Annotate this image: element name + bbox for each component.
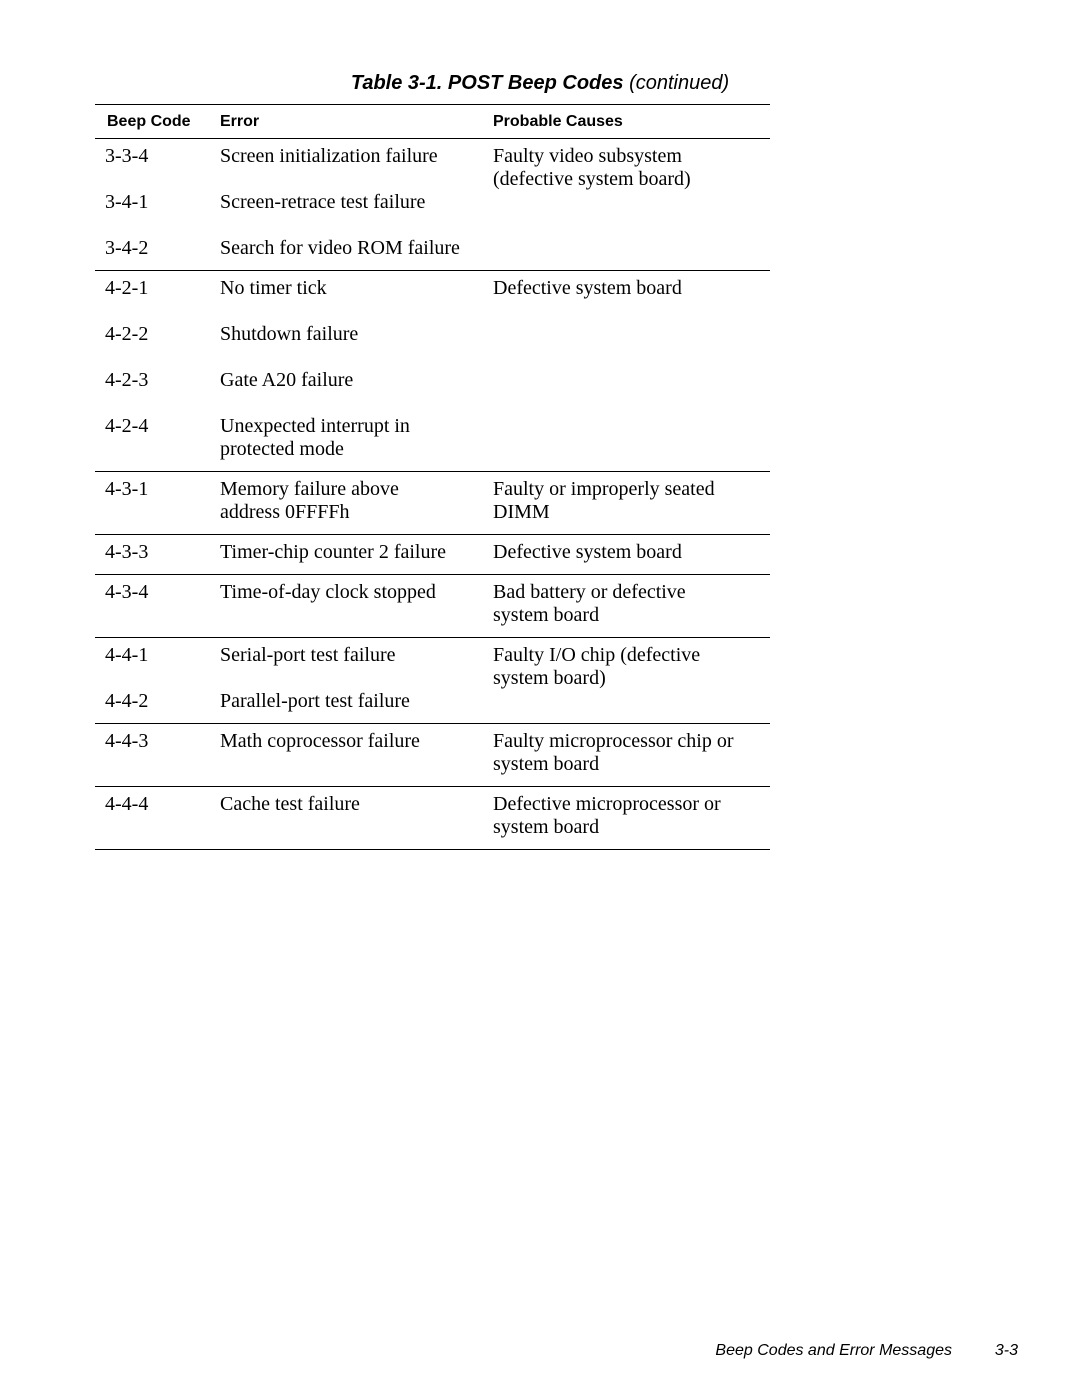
beep-code-cell: 4-4-4 <box>105 793 149 815</box>
error-cell: Shutdown failure <box>220 323 359 345</box>
table-row <box>95 730 770 776</box>
table-row <box>95 581 770 627</box>
beep-code-cell: 4-2-3 <box>105 369 149 391</box>
error-cell: Serial-port test failure <box>220 644 396 666</box>
beep-code-cell: 4-3-4 <box>105 581 149 603</box>
error-cell: Gate A20 failure <box>220 369 354 391</box>
table-row <box>95 145 770 191</box>
table-title: POST Beep Codes <box>447 72 624 94</box>
table-row <box>95 277 770 323</box>
table-row <box>95 191 770 237</box>
table-caption <box>0 72 1080 95</box>
header-beep-code: Beep Code <box>107 113 191 130</box>
post-beep-codes-table <box>95 104 770 850</box>
beep-code-cell: 4-3-1 <box>105 478 149 500</box>
beep-code-cell: 4-4-1 <box>105 644 149 666</box>
table-row <box>95 369 770 415</box>
error-cell: Cache test failure <box>220 793 360 815</box>
table-row <box>95 323 770 369</box>
error-cell: Parallel-port test failure <box>220 690 410 712</box>
table-row <box>95 541 770 564</box>
error-cell: Time-of-day clock stopped <box>220 581 436 603</box>
error-cell: Search for video ROM failure <box>220 237 460 259</box>
row-group <box>95 787 770 850</box>
probable-cause-cell: Defective system board <box>493 541 682 563</box>
error-cell: Math coprocessor failure <box>220 730 420 752</box>
error-cell: No timer tick <box>220 277 327 299</box>
table-continued-note: (continued) <box>629 72 730 94</box>
probable-cause-cell: Faulty video subsystem (defective system board) <box>493 145 691 190</box>
error-cell: Timer-chip counter 2 failure <box>220 541 447 563</box>
footer-section-title: Beep Codes and Error Messages <box>715 1342 952 1359</box>
table-row <box>95 415 770 461</box>
table-number: Table 3-1. <box>350 72 443 94</box>
probable-cause-cell: Faulty I/O chip (defective system board) <box>493 644 701 689</box>
probable-cause-cell: Bad battery or defective system board <box>493 581 686 626</box>
probable-cause-cell: Faulty microprocessor chip or system board <box>493 730 734 775</box>
probable-cause-cell: Defective system board <box>493 277 682 299</box>
row-group <box>95 472 770 535</box>
table-row <box>95 237 770 260</box>
table-row <box>95 644 770 690</box>
error-cell: Screen initialization failure <box>220 145 438 167</box>
beep-code-cell: 4-2-4 <box>105 415 149 437</box>
error-cell: Memory failure above address 0FFFFh <box>220 478 399 523</box>
table-row <box>95 690 770 713</box>
probable-cause-cell: Faulty or improperly seated DIMM <box>493 478 715 523</box>
header-error: Error <box>220 113 260 130</box>
table-row <box>95 478 770 524</box>
table-row <box>95 793 770 839</box>
beep-code-cell: 3-4-2 <box>105 237 149 259</box>
table-body <box>95 139 770 850</box>
row-group <box>95 638 770 724</box>
beep-code-cell: 4-2-1 <box>105 277 149 299</box>
beep-code-cell: 4-2-2 <box>105 323 149 345</box>
page-number: 3-3 <box>994 1342 1018 1359</box>
beep-code-cell: 4-4-2 <box>105 690 149 712</box>
beep-code-cell: 3-3-4 <box>105 145 149 167</box>
row-group <box>95 575 770 638</box>
error-cell: Screen-retrace test failure <box>220 191 426 213</box>
row-group <box>95 271 770 472</box>
row-group <box>95 139 770 271</box>
probable-cause-cell: Defective microprocessor or system board <box>493 793 721 838</box>
row-group <box>95 724 770 787</box>
row-group <box>95 535 770 575</box>
table-header-row <box>95 105 770 139</box>
beep-code-cell: 4-3-3 <box>105 541 149 563</box>
beep-code-cell: 4-4-3 <box>105 730 149 752</box>
beep-code-cell: 3-4-1 <box>105 191 149 213</box>
error-cell: Unexpected interrupt in protected mode <box>220 415 410 460</box>
header-probable-causes: Probable Causes <box>493 113 623 130</box>
